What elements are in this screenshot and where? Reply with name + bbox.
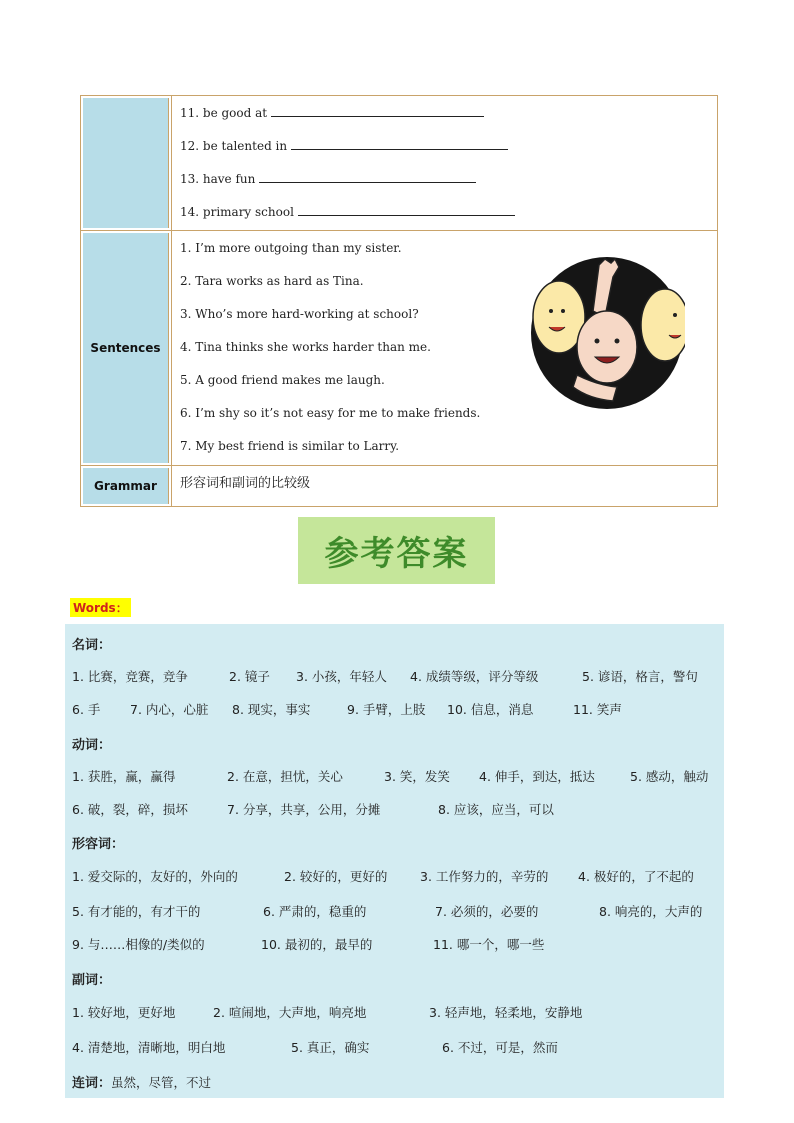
sentences-label: Sentences bbox=[83, 233, 169, 463]
grammar-label: Grammar bbox=[83, 468, 169, 504]
sentence-line: 4. Tina thinks she works harder than me. bbox=[180, 340, 431, 354]
phrase-line: 14. primary school bbox=[180, 201, 709, 234]
friends-cartoon-illustration bbox=[529, 255, 685, 411]
sentence-line: 3. Who’s more hard-working at school? bbox=[180, 307, 419, 321]
adverbs-line: 4. 清楚地，清晰地，明白地 5. 真正，确实 6. 不过，可是，然而 bbox=[72, 1040, 558, 1055]
answer-blank[interactable] bbox=[271, 102, 484, 117]
vocabulary-table bbox=[80, 95, 718, 507]
verbs-line: 6. 破，裂，碎，损坏 7. 分享，共享，公用，分摊 8. 应该，应当，可以 bbox=[72, 802, 554, 817]
answer-blank[interactable] bbox=[291, 135, 508, 150]
adjectives-line: 1. 爱交际的，友好的，外向的 2. 较好的，更好的 3. 工作努力的，辛劳的 4. 极好的，了不起的 bbox=[72, 869, 694, 884]
phrase-line: 13. have fun bbox=[180, 168, 709, 201]
nouns-line: 6. 手 7. 内心，心脏 8. 现实，事实 9. 手臂，上肢 10. 信息，消息 11. 笑声 bbox=[72, 702, 622, 717]
sentence-line: 6. I’m shy so it’s not easy for me to make friends. bbox=[180, 406, 481, 420]
phrases-row bbox=[81, 96, 717, 231]
grammar-row bbox=[81, 466, 717, 506]
sentence-line: 7. My best friend is similar to Larry. bbox=[180, 439, 400, 453]
sentence-line: 1. I’m more outgoing than my sister. bbox=[180, 241, 402, 255]
answer-key-title: 参考答案 bbox=[324, 534, 469, 574]
words-label: Words： bbox=[70, 598, 131, 617]
adverbs-line: 1. 较好地，更好地 2. 喧闹地，大声地，响亮地 3. 轻声地，轻柔地，安静地 bbox=[72, 1005, 583, 1020]
sentence-line: 2. Tara works as hard as Tina. bbox=[180, 274, 364, 288]
conjunctions-heading: 连词： bbox=[72, 1076, 112, 1091]
verbs-line: 1. 获胜，赢，赢得 2. 在意，担忧，关心 3. 笑，发笑 4. 伸手，到达，抵达 5. 感动，触动 bbox=[72, 769, 709, 784]
adjectives-heading: 形容词： bbox=[72, 837, 125, 852]
answer-blank[interactable] bbox=[259, 168, 476, 183]
answer-blank[interactable] bbox=[298, 201, 515, 216]
sentences-cell bbox=[171, 231, 717, 465]
adjectives-line: 5. 有才能的，有才干的 6. 严肃的，稳重的 7. 必须的，必要的 8. 响亮的，大声的 bbox=[72, 904, 703, 919]
nouns-line: 1. 比赛，竞赛，竞争 2. 镜子 3. 小孩，年轻人 4. 成绩等级，评分等级 5. 谚语，格言，警句 bbox=[72, 669, 698, 684]
phrase-line: 11. be good at bbox=[180, 102, 709, 135]
answer-box bbox=[65, 624, 724, 1098]
conjunctions-line: 连词：虽然，尽管，不过 bbox=[72, 1075, 212, 1091]
sentences-row bbox=[81, 231, 717, 466]
nouns-heading: 名词： bbox=[72, 638, 112, 653]
phrases-label-cell bbox=[83, 98, 169, 228]
grammar-text: 形容词和副词的比较级 bbox=[171, 466, 717, 506]
verbs-heading: 动词： bbox=[72, 738, 112, 753]
answer-key-banner bbox=[298, 517, 495, 584]
adjectives-line: 9. 与……相像的/类似的 10. 最初的，最早的 11. 哪一个，哪一些 bbox=[72, 937, 545, 952]
sentence-line: 5. A good friend makes me laugh. bbox=[180, 373, 385, 387]
phrase-line: 12. be talented in bbox=[180, 135, 709, 168]
adverbs-heading: 副词： bbox=[72, 973, 112, 988]
phrases-cell bbox=[171, 96, 717, 230]
